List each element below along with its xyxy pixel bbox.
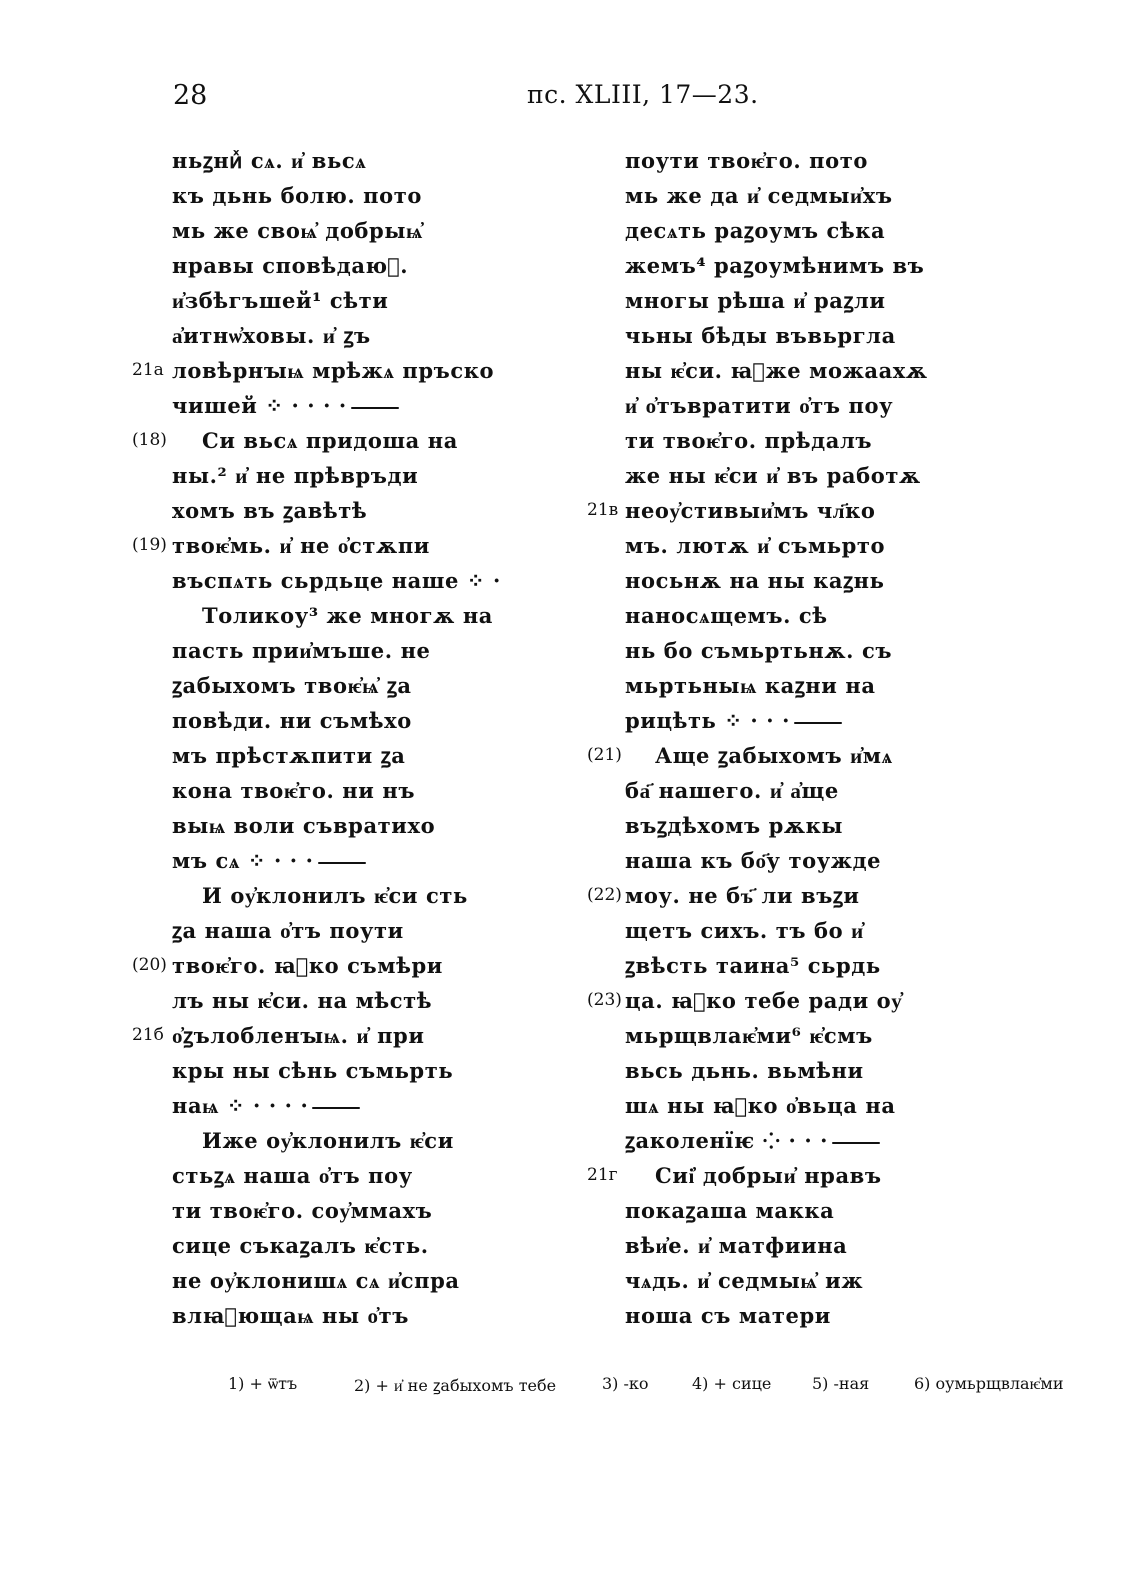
text-line bbox=[587, 878, 928, 913]
section-end-mark bbox=[832, 1142, 880, 1144]
line-text: мъ прѣстѫпити ꙁа bbox=[172, 743, 406, 768]
text-line bbox=[587, 1158, 928, 1193]
margin-verse-number: (21) bbox=[587, 745, 622, 765]
line-text: твоѥ҆мь. и҆ не о҆стѫпи bbox=[172, 533, 430, 558]
text-line bbox=[625, 1228, 928, 1263]
margin-verse-number: 21а bbox=[132, 360, 164, 380]
text-line bbox=[625, 353, 928, 388]
line-text: влꙗ҆ющаѩ ны о҆тъ bbox=[172, 1303, 409, 1328]
text-line bbox=[587, 983, 928, 1018]
line-text: лъ ны ѥ҆си. на мѣстѣ bbox=[172, 988, 433, 1013]
line-text: же ны ѥ҆си и҆ въ работѫ bbox=[625, 463, 921, 488]
text-line bbox=[625, 1193, 928, 1228]
text-line bbox=[132, 528, 501, 563]
text-line bbox=[172, 808, 501, 843]
line-text: ꙁабыхомъ твоѥ҆ѩ҆ ꙁа bbox=[172, 673, 412, 698]
text-line bbox=[172, 318, 501, 353]
text-line bbox=[625, 913, 928, 948]
text-line bbox=[625, 143, 928, 178]
line-text: кона твоѥ҆го. ни нъ bbox=[172, 778, 416, 803]
line-text: ти твоѥ҆го. соу҆ммахъ bbox=[172, 1198, 433, 1223]
text-line bbox=[172, 983, 501, 1018]
line-text: вѣи҆е. и҆ матфиина bbox=[625, 1233, 848, 1258]
text-line bbox=[625, 668, 928, 703]
text-line bbox=[172, 843, 501, 878]
text-line bbox=[172, 703, 501, 738]
text-line bbox=[172, 1053, 501, 1088]
margin-verse-number: (22) bbox=[587, 885, 622, 905]
line-text: ꙁаколенїѥ ⁘ · · · bbox=[625, 1128, 829, 1153]
text-line bbox=[172, 1263, 501, 1298]
line-text: хомъ въ ꙁавѣтѣ bbox=[172, 498, 368, 523]
margin-verse-number: 21б bbox=[132, 1025, 164, 1045]
line-text: И оу҆клонилъ ѥ҆си сть bbox=[202, 883, 468, 908]
text-line bbox=[625, 1088, 928, 1123]
section-end-mark bbox=[318, 862, 366, 864]
text-line bbox=[625, 1053, 928, 1088]
margin-verse-number: 21в bbox=[587, 500, 619, 520]
line-text: мъ сѧ ⁘ · · · bbox=[172, 848, 314, 873]
footnote-5: 5) -ная bbox=[812, 1374, 870, 1393]
line-text: рицѣть ⁘ · · · bbox=[625, 708, 790, 733]
text-line bbox=[172, 248, 501, 283]
line-text: нравы сповѣдаюⷮ. bbox=[172, 253, 409, 278]
text-line bbox=[132, 1018, 501, 1053]
text-line bbox=[172, 668, 501, 703]
text-line bbox=[172, 283, 501, 318]
section-end-mark bbox=[312, 1107, 360, 1109]
text-line bbox=[625, 808, 928, 843]
line-text: стьꙁѧ наша о҆тъ поу bbox=[172, 1163, 413, 1188]
text-line bbox=[172, 213, 501, 248]
line-text: многы рѣша и҆ раꙁли bbox=[625, 288, 886, 313]
line-text: мьрщвлаѥ҆ми⁶ ѥ҆смъ bbox=[625, 1023, 873, 1048]
line-text: наносѧщемъ. сѣ bbox=[625, 603, 828, 628]
text-line bbox=[625, 633, 928, 668]
text-line bbox=[625, 1018, 928, 1053]
line-text: ны ѥ҆си. ꙗ҆же можаахѫ bbox=[625, 358, 928, 383]
text-line bbox=[587, 493, 928, 528]
text-line bbox=[625, 1263, 928, 1298]
line-text: носьнѫ на ны каꙁнь bbox=[625, 568, 885, 593]
text-line bbox=[172, 143, 501, 178]
margin-verse-number: (19) bbox=[132, 535, 167, 555]
line-text: ꙁвѣсть таина⁵ сьрдь bbox=[625, 953, 881, 978]
line-text: десѧть раꙁоумъ сѣка bbox=[625, 218, 886, 243]
text-line bbox=[625, 388, 928, 423]
text-line bbox=[625, 213, 928, 248]
margin-verse-number: (18) bbox=[132, 430, 167, 450]
line-text: выѩ воли съвратихо bbox=[172, 813, 436, 838]
text-line bbox=[172, 738, 501, 773]
text-line bbox=[625, 528, 928, 563]
line-text: въспѧть сьрдьце наше ⁘ · bbox=[172, 568, 501, 593]
line-text: поути твоѥ҆го. пото bbox=[625, 148, 868, 173]
line-text: ти твоѥ҆го. прѣдалъ bbox=[625, 428, 873, 453]
line-text: мъ. лютѫ и҆ съмьрто bbox=[625, 533, 886, 558]
line-text: Сиі҆ добрыи҆ нравъ bbox=[655, 1163, 882, 1188]
text-line bbox=[172, 458, 501, 493]
line-text: пасть прии҆мъше. не bbox=[172, 638, 431, 663]
text-line bbox=[625, 1298, 928, 1333]
line-text: твоѥ҆го. ꙗ҆ко съмѣри bbox=[172, 953, 443, 978]
line-text: ньꙁниⷯ сѧ. и҆ вьсѧ bbox=[172, 148, 367, 173]
line-text: ноша съ матери bbox=[625, 1303, 831, 1328]
text-line bbox=[625, 458, 928, 493]
margin-verse-number: (20) bbox=[132, 955, 167, 975]
line-text: повѣди. ни съмѣхо bbox=[172, 708, 412, 733]
line-text: покаꙁаша макка bbox=[625, 1198, 835, 1223]
text-line bbox=[132, 353, 501, 388]
footnote-2: 2) + и҆ не ꙁабыхомъ тебе bbox=[354, 1376, 557, 1395]
margin-verse-number: 21г bbox=[587, 1165, 618, 1185]
footnote-1: 1) + ѿтъ bbox=[228, 1374, 298, 1393]
text-line bbox=[625, 283, 928, 318]
text-line bbox=[625, 318, 928, 353]
line-text: наша къ бо҃у тоуждe bbox=[625, 848, 882, 873]
text-line bbox=[172, 1123, 501, 1158]
line-text: мь же да и҆ седмыи҆хъ bbox=[625, 183, 893, 208]
line-text: шѧ ны ꙗ҆ко о҆вьца на bbox=[625, 1093, 896, 1118]
section-end-mark bbox=[351, 407, 399, 409]
text-line bbox=[625, 178, 928, 213]
line-text: неоу҆стивыи҆мъ чл҃ко bbox=[625, 498, 876, 523]
line-text: вьсь дьнь. вьмѣни bbox=[625, 1058, 864, 1083]
line-text: въꙁдѣхомъ рѫкы bbox=[625, 813, 844, 838]
text-line bbox=[132, 423, 501, 458]
line-text: о҆ꙁълобленꙑѩ. и҆ при bbox=[172, 1023, 425, 1048]
text-line bbox=[625, 1123, 928, 1158]
line-text: Толикоу³ же многѫ на bbox=[202, 603, 493, 628]
text-line bbox=[625, 703, 928, 738]
text-line bbox=[172, 878, 501, 913]
line-text: кры ны сѣнь съмьрть bbox=[172, 1058, 454, 1083]
right-column bbox=[587, 143, 928, 1333]
line-text: къ дьнь болю. пото bbox=[172, 183, 422, 208]
text-line bbox=[172, 1088, 501, 1123]
section-end-mark bbox=[794, 722, 842, 724]
text-line bbox=[172, 598, 501, 633]
text-line bbox=[172, 388, 501, 423]
line-text: щетъ сихъ. тъ бо и҆ bbox=[625, 918, 864, 943]
text-line bbox=[625, 598, 928, 633]
line-text: ловѣрнꙑѩ мрѣжѧ пръско bbox=[172, 358, 495, 383]
line-text: чишей ⁘ · · · · bbox=[172, 393, 347, 418]
line-text: Иже оу҆клонилъ ѥ҆си bbox=[202, 1128, 454, 1153]
text-line bbox=[172, 563, 501, 598]
text-line bbox=[172, 1228, 501, 1263]
footnote-4: 4) + сице bbox=[692, 1374, 772, 1393]
line-text: и҆ о҆тъвратити о҆тъ поу bbox=[625, 393, 894, 418]
text-line bbox=[625, 248, 928, 283]
text-line bbox=[172, 633, 501, 668]
text-line bbox=[625, 843, 928, 878]
text-line bbox=[172, 1158, 501, 1193]
line-text: моу. не бъ҃ ли въꙁи bbox=[625, 883, 860, 908]
page-number: 28 bbox=[173, 80, 208, 111]
line-text: жемъ⁴ раꙁоумѣнимъ въ bbox=[625, 253, 925, 278]
left-column bbox=[132, 143, 501, 1333]
line-text: мьртьныѩ каꙁни на bbox=[625, 673, 876, 698]
line-text: Аще ꙁабыхомъ и҆мѧ bbox=[655, 743, 893, 768]
line-text: ба҃ нашего. и҆ а҆ще bbox=[625, 778, 839, 803]
line-text: Си вьсѧ придоша на bbox=[202, 428, 458, 453]
text-line bbox=[625, 563, 928, 598]
text-line bbox=[172, 493, 501, 528]
text-line bbox=[587, 738, 928, 773]
line-text: мь же своѩ҆ добрыѩ҆ bbox=[172, 218, 423, 243]
margin-verse-number: (23) bbox=[587, 990, 622, 1010]
text-line bbox=[172, 1298, 501, 1333]
line-text: ны.² и҆ не прѣвръди bbox=[172, 463, 419, 488]
line-text: нь бо съмьртьнѫ. съ bbox=[625, 638, 893, 663]
line-text: сице съкаꙁалъ ѥ҆сть. bbox=[172, 1233, 429, 1258]
line-text: а҆итнѡ҆ховы. и҆ ꙁъ bbox=[172, 323, 371, 348]
running-head: пс. XLIII, 17—23. bbox=[527, 80, 759, 109]
line-text: не оу҆клонишѧ сѧ и҆спра bbox=[172, 1268, 460, 1293]
line-text: ꙁа наша о҆тъ поути bbox=[172, 918, 404, 943]
text-line bbox=[172, 773, 501, 808]
text-line bbox=[172, 1193, 501, 1228]
line-text: наѩ ⁘ · · · · bbox=[172, 1093, 309, 1118]
line-text: чьны бѣды въвьргла bbox=[625, 323, 896, 348]
line-text: ца. ꙗ҆ко тебе ради оу҆ bbox=[625, 988, 903, 1013]
text-line bbox=[625, 423, 928, 458]
line-text: и҆збѣгъшей¹ сѣти bbox=[172, 288, 389, 313]
line-text: чѧдь. и҆ седмыѩ҆ иж bbox=[625, 1268, 864, 1293]
text-line bbox=[172, 178, 501, 213]
text-line bbox=[172, 913, 501, 948]
footnote-6: 6) оумьрщвлаѥ҆ми bbox=[914, 1374, 1064, 1393]
text-line bbox=[132, 948, 501, 983]
text-line bbox=[625, 773, 928, 808]
footnote-3: 3) -ко bbox=[602, 1374, 649, 1393]
text-line bbox=[625, 948, 928, 983]
